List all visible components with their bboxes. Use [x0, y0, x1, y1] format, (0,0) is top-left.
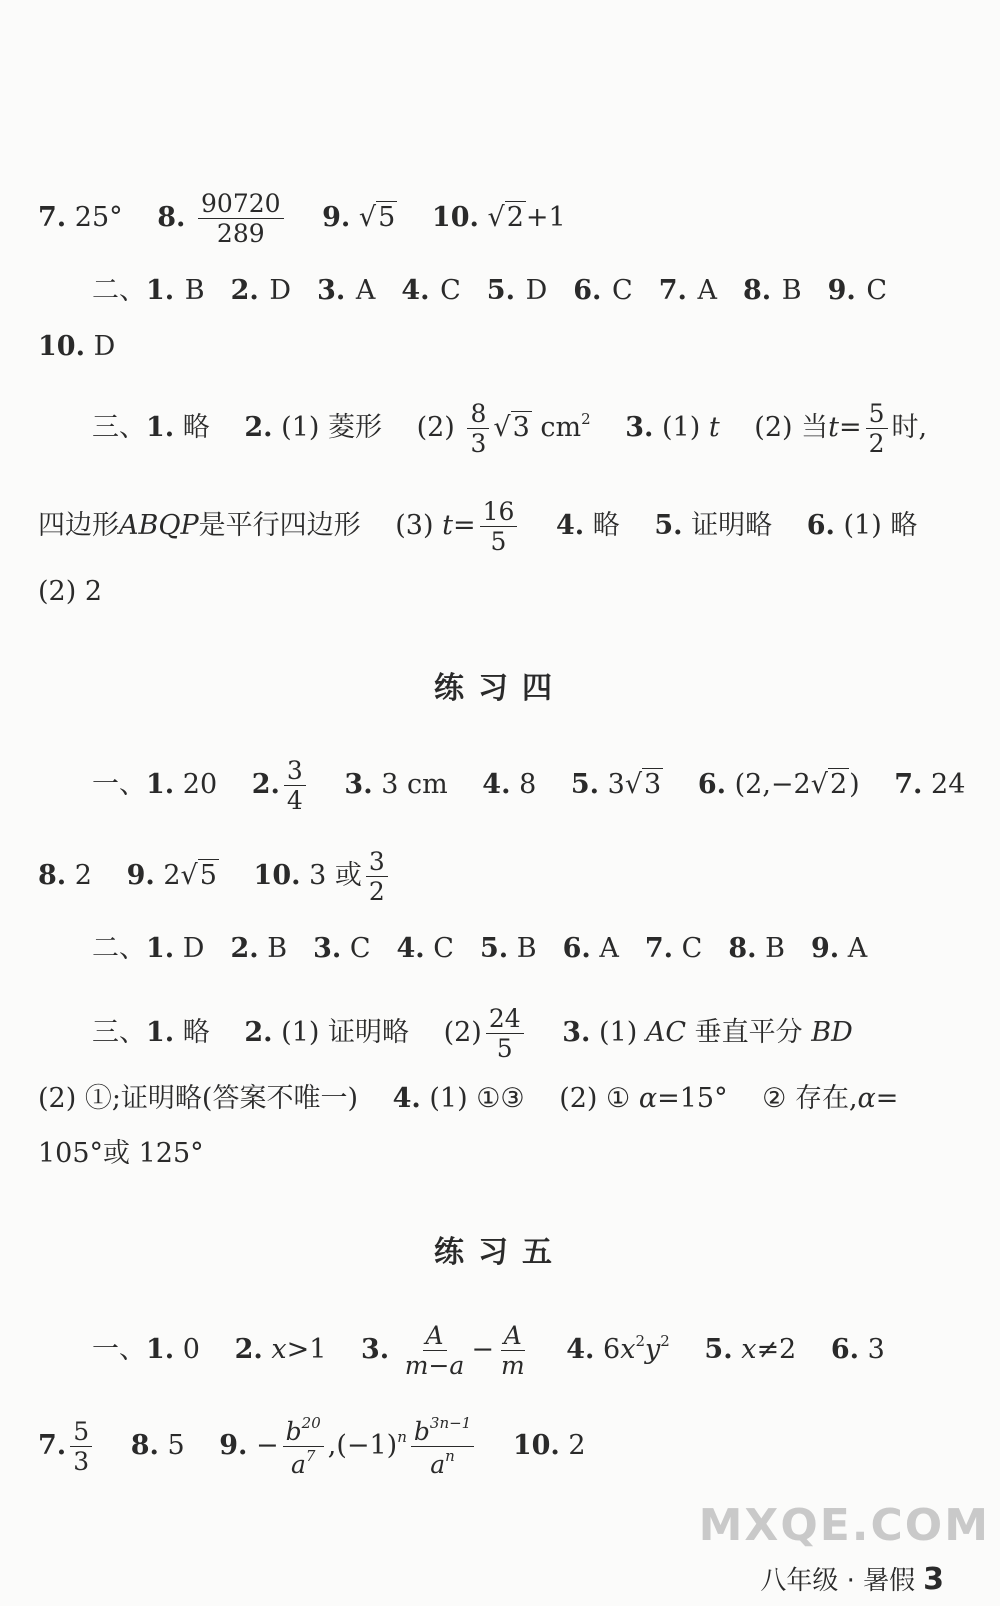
footer-grade: 八年级 · 暑假 — [760, 1566, 916, 1596]
page-footer — [760, 1560, 944, 1597]
fraction: $\frac{90720}{289}$ — [198, 190, 284, 247]
radical: √2 — [487, 202, 524, 233]
answer-row-6: (2) 2 — [38, 576, 103, 607]
answer-row-12: 105°或 125° — [38, 1138, 204, 1169]
radical: √5 — [358, 202, 396, 233]
answer-row-1: 7. 25° 8. $\frac{90720}{289}$ 9. √5 10. √2+1 — [38, 189, 566, 248]
page-number: 3 — [923, 1562, 944, 1597]
answer-row-13: 一、1. 0 2. x>1 3. $\frac{A}{m-a}$ − $\frac{A}{m}$ 4. $6x^2y^2$ 5. x≠2 6. 3 — [92, 1321, 885, 1380]
answer-row-4: 三、1. 略 2. (1) 菱形 (2) $\frac{8}{3}$ √3 $cm^2$ 3. (1) t (2) 当t= $\frac{5}{2}$ 时, — [92, 399, 928, 458]
section-title-5: 练习五 — [434, 1235, 566, 1270]
answer-row-9: 二、1. D 2. B 3. C 4. C 5. B 6. A 7. C 8. B 9. A — [92, 933, 868, 964]
answer-row-14: 7. $\frac{5}{3}$ 8. 5 9. − $\frac{b^{20}}{a^7}$ $,(-1)^n$ $\frac{b^{3n-1}}{a^n}$ 10. 2 — [38, 1414, 586, 1479]
answer-row-3: 10. D — [38, 331, 116, 362]
watermark-logo: MXQE.COM — [698, 1500, 990, 1551]
answer-row-7: 一、1. 20 2. $\frac{3}{4}$ 3. 3 cm 4. 8 5. 3√3 6. (2,−2√2) 7. 24 — [92, 756, 966, 815]
answer-row-11: (2) ①;证明略(答案不唯一) 4. (1) ①③ (2) ① α=15° ② 存在,α= — [38, 1083, 899, 1114]
answer-row-2: 二、1. B 2. D 3. A 4. C 5. D 6. C 7. A 8. B 9. C — [92, 275, 888, 306]
section-title-4: 练习四 — [434, 671, 566, 706]
answer-row-8: 8. 2 9. 2√5 10. 3 或 $\frac{3}{2}$ — [38, 848, 392, 905]
answer-row-5: 四边形ABQP是平行四边形 (3) t= $\frac{16}{5}$ 4. 略 5. 证明略 6. (1) 略 — [38, 497, 918, 556]
answer-row-10: 三、1. 略 2. (1) 证明略 (2) $\frac{24}{5}$ 3. (1) AC 垂直平分 BD — [92, 1004, 853, 1063]
